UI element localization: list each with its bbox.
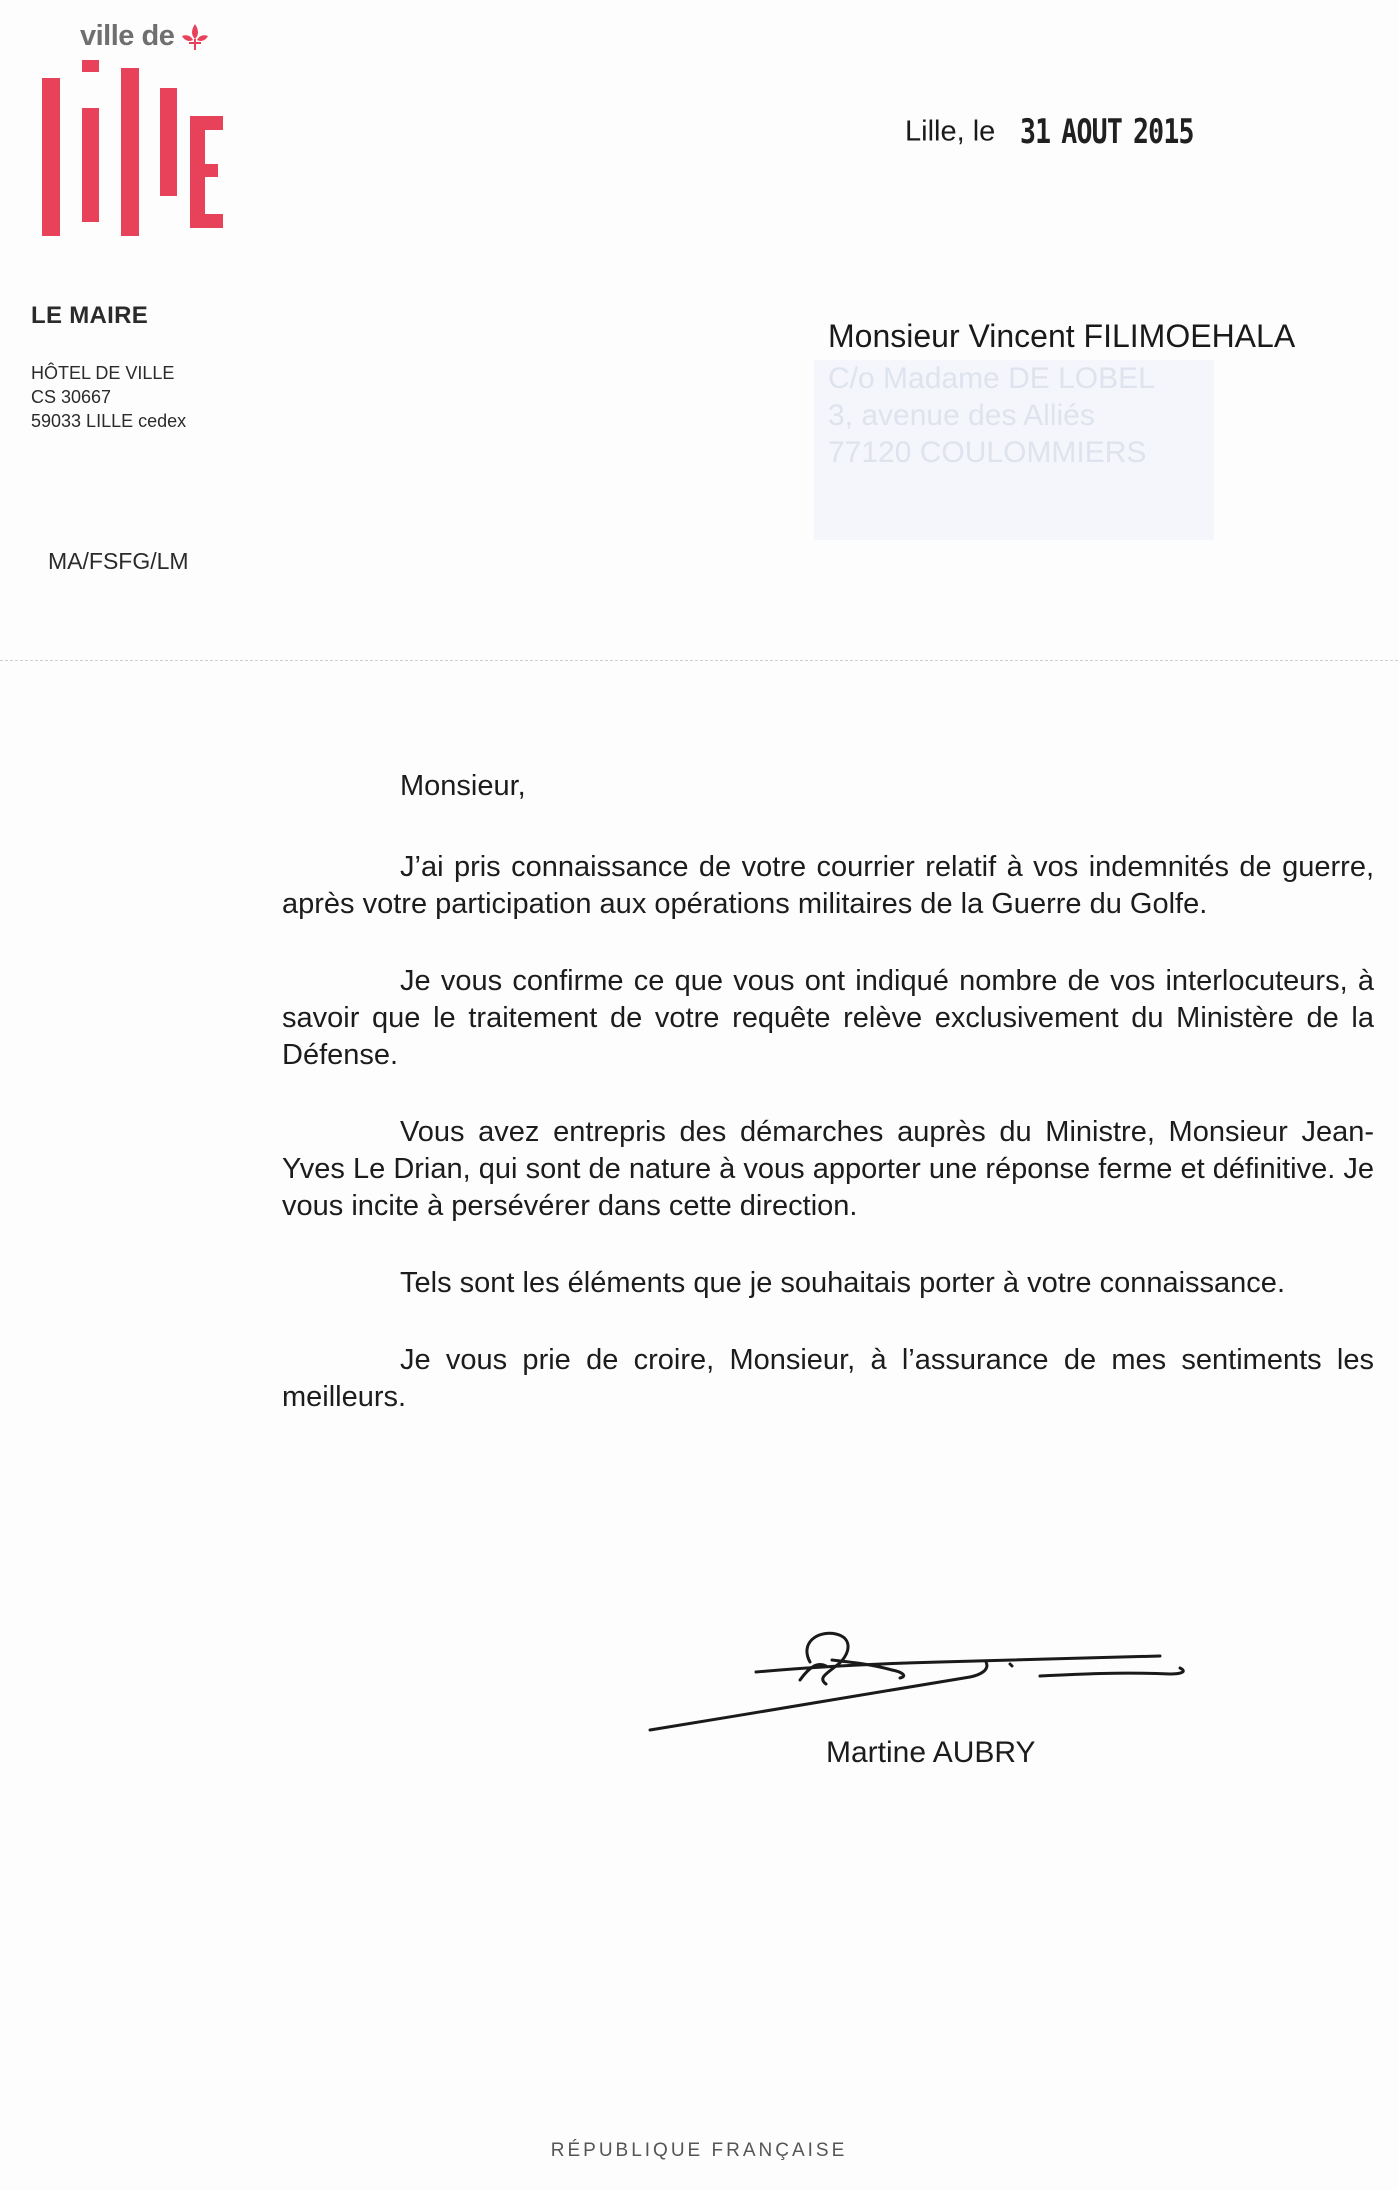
logo-ville-text: ville de bbox=[80, 20, 175, 52]
letter-reference: MA/FSFG/LM bbox=[48, 548, 189, 574]
redacted-line: 3, avenue des Alliés bbox=[828, 399, 1095, 432]
recipient-name: Monsieur Vincent FILIMOEHALA bbox=[828, 318, 1296, 354]
paragraph: J’ai pris connaissance de votre courrier relatif à vos indemnités de guerre, après votre participation aux opérations militaires de la Guerre du Golfe. bbox=[282, 851, 1374, 920]
paragraph: Je vous prie de croire, Monsieur, à l’assurance de mes sentiments les meilleurs. bbox=[282, 1344, 1374, 1413]
paragraph: Tels sont les éléments que je souhaitais porter à votre connaissance. bbox=[400, 1267, 1285, 1299]
address-line: CS 30667 bbox=[31, 387, 112, 407]
address-line: HÔTEL DE VILLE bbox=[31, 363, 175, 383]
sender-address bbox=[31, 361, 186, 433]
date-day: 31 bbox=[1019, 112, 1051, 152]
paragraph: Vous avez entrepris des démarches auprès du Ministre, Monsieur Jean-Yves Le Drian, qui sont de nature à vous apporter une réponse ferme et définitive. Je vous incite à persévérer dans cette direction. bbox=[282, 1116, 1374, 1222]
fold-line bbox=[0, 660, 1398, 661]
date-prefix: Lille, le bbox=[905, 115, 996, 148]
handwritten-signature bbox=[640, 1622, 1240, 1742]
letter-body bbox=[282, 768, 1374, 1456]
redacted-line: 77120 COULOMMIERS bbox=[828, 436, 1147, 469]
signer-name: Martine AUBRY bbox=[826, 1736, 1036, 1769]
sender-title: LE MAIRE bbox=[31, 302, 149, 329]
paragraph: Je vous confirme ce que vous ont indiqué nombre de vos interlocuteurs, à savoir que le traitement de votre requête relève exclusivement du Ministère de la Défense. bbox=[282, 965, 1374, 1071]
date-month: AOUT bbox=[1061, 112, 1122, 152]
salutation: Monsieur, bbox=[400, 770, 526, 802]
footer: RÉPUBLIQUE FRANÇAISE bbox=[550, 2140, 848, 2161]
letter-date bbox=[905, 112, 1242, 152]
redacted-line: C/o Madame DE LOBEL bbox=[828, 362, 1155, 395]
date-year: 2015 bbox=[1132, 112, 1194, 152]
address-line: 59033 LILLE cedex bbox=[31, 411, 187, 431]
fleur-de-lys-icon bbox=[180, 22, 210, 58]
date-stamp bbox=[1020, 112, 1194, 152]
lille-logo bbox=[38, 20, 238, 230]
redacted-address bbox=[814, 360, 1214, 540]
logo-wordmark bbox=[38, 54, 228, 240]
